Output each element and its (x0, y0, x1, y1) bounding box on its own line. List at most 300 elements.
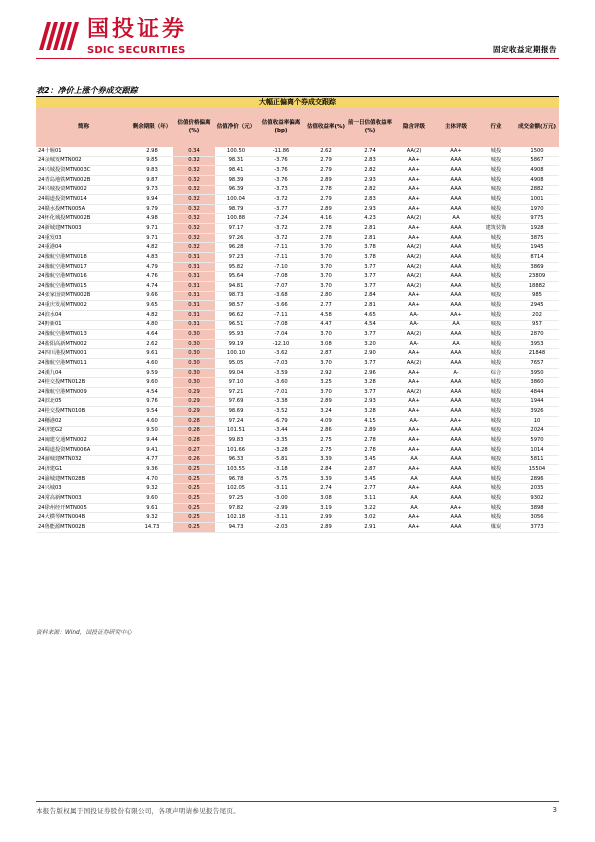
table-cell: 96.33 (215, 455, 257, 465)
table-cell: 煤炭 (477, 522, 515, 532)
table-row (36, 204, 559, 214)
table-cell: AAA (435, 397, 477, 407)
table-cell: AA(2) (393, 262, 435, 272)
table-cell: 3.39 (305, 455, 347, 465)
table-row (36, 397, 559, 407)
table-cell: 4.79 (131, 262, 173, 272)
table-cell: AA (393, 455, 435, 465)
table-cell: 3.45 (347, 455, 393, 465)
table-cell: 2.89 (347, 426, 393, 436)
table-cell: 3.70 (305, 359, 347, 369)
table-cell: 城投 (477, 407, 515, 417)
brand-logo (37, 14, 207, 58)
table-cell: 98.69 (215, 407, 257, 417)
table-cell: AAA (435, 407, 477, 417)
table-cell: -7.10 (257, 262, 305, 272)
table-cell: 2.62 (305, 147, 347, 156)
table-cell: AAA (435, 445, 477, 455)
table-cell: 9.85 (131, 156, 173, 166)
table-cell: 0.30 (173, 359, 215, 369)
table-row (36, 224, 559, 234)
table-row (36, 522, 559, 532)
table-cell: 9.66 (131, 291, 173, 301)
table-cell: 城投 (477, 185, 515, 195)
table-row (36, 474, 559, 484)
table-cell: -6.79 (257, 416, 305, 426)
table-cell: -3.60 (257, 378, 305, 388)
table-cell: 3056 (515, 513, 559, 523)
table-cell: -2.03 (257, 522, 305, 532)
table-cell: 2.91 (347, 522, 393, 532)
table-cell: 96.51 (215, 320, 257, 330)
table-row (36, 494, 559, 504)
table-cell: AAA (435, 349, 477, 359)
table-cell: 0.31 (173, 320, 215, 330)
table-cell: 1500 (515, 147, 559, 156)
table-row (36, 349, 559, 359)
table-cell: -3.77 (257, 204, 305, 214)
table-row (36, 301, 559, 311)
table-cell: 96.39 (215, 185, 257, 195)
bond-name-cell: 24重港04 (36, 243, 131, 253)
table-cell: 3875 (515, 233, 559, 243)
table-cell: 9.32 (131, 513, 173, 523)
table-cell: 3.19 (305, 503, 347, 513)
table-cell: -7.11 (257, 243, 305, 253)
bond-name-cell: 24豫航空港MTN009 (36, 388, 131, 398)
table-cell: 4.64 (131, 330, 173, 340)
table-row (36, 281, 559, 291)
table-cell: 0.31 (173, 253, 215, 263)
column-header: 估值收益率(%) (305, 107, 347, 147)
table-cell: 2.78 (305, 233, 347, 243)
table-cell: 0.32 (173, 214, 215, 224)
table-cell: AAA (435, 465, 477, 475)
table-cell: 15504 (515, 465, 559, 475)
table-cell: 4.47 (305, 320, 347, 330)
bond-name-cell: 24漢九04 (36, 368, 131, 378)
table-header-row (36, 107, 559, 147)
table-cell: 97.24 (215, 416, 257, 426)
table-cell: 0.32 (173, 233, 215, 243)
table-cell: 0.30 (173, 378, 215, 388)
bond-name-cell: 24兴城03 (36, 484, 131, 494)
table-cell: 103.55 (215, 465, 257, 475)
table-cell: 3.77 (347, 262, 393, 272)
table-cell: AA(2) (393, 147, 435, 156)
source-note: 资料来源：Wind，国投证券研究中心 (36, 630, 132, 636)
table-cell: AA+ (435, 310, 477, 320)
table-row (36, 455, 559, 465)
table-cell: 3.77 (347, 359, 393, 369)
table-cell: -7.03 (257, 359, 305, 369)
bond-name-cell: 24徐州经开MTN005 (36, 503, 131, 513)
table-cell: 2.93 (347, 175, 393, 185)
table-cell: 4.58 (305, 310, 347, 320)
table-cell: AA+ (435, 147, 477, 156)
footer-disclaimer: 本报告版权属于国投证券股份有限公司，各项声明请参见报告尾页。 (36, 807, 240, 815)
table-cell: 4.82 (131, 310, 173, 320)
table-cell: 98.31 (215, 156, 257, 166)
table-cell: 2.92 (305, 368, 347, 378)
table-cell: 9.94 (131, 195, 173, 205)
table-cell: 0.25 (173, 465, 215, 475)
table-cell: 2035 (515, 484, 559, 494)
table-row (36, 272, 559, 282)
table-cell: -3.38 (257, 397, 305, 407)
table-row (36, 407, 559, 417)
table-row (36, 291, 559, 301)
table-cell: 城投 (477, 436, 515, 446)
table-cell: 2.78 (347, 436, 393, 446)
table-cell: 3953 (515, 339, 559, 349)
table-cell: 城投 (477, 359, 515, 369)
table-cell: 1928 (515, 224, 559, 234)
table-row (36, 368, 559, 378)
table-cell: AAA (435, 455, 477, 465)
bond-name-cell: 24济建G2 (36, 426, 131, 436)
table-cell: 10 (515, 416, 559, 426)
table-cell: AA(2) (393, 214, 435, 224)
table-cell: 202 (515, 310, 559, 320)
table-row (36, 166, 559, 176)
table-cell: AAA (435, 522, 477, 532)
bond-name-cell: 24济建G1 (36, 465, 131, 475)
table-body (36, 147, 559, 532)
table-cell: 4908 (515, 166, 559, 176)
table-cell: 99.19 (215, 339, 257, 349)
table-cell: 99.83 (215, 436, 257, 446)
table-row (36, 513, 559, 523)
bond-name-cell: 24青岛地铁MTN002B (36, 175, 131, 185)
table-cell: AA- (393, 320, 435, 330)
table-cell: 城投 (477, 513, 515, 523)
table-banner: 大幅正偏离个券成交跟踪 (36, 97, 559, 107)
table-cell: 3773 (515, 522, 559, 532)
brand-name-cn: 国投证券 (87, 17, 188, 42)
table-cell: 0.26 (173, 455, 215, 465)
table-row (36, 388, 559, 398)
table-cell: 2.82 (347, 166, 393, 176)
table-cell: 0.30 (173, 330, 215, 340)
table-cell: -3.72 (257, 233, 305, 243)
table-cell: 综合 (477, 368, 515, 378)
table-cell: 0.32 (173, 224, 215, 234)
table-row (36, 330, 559, 340)
table-cell: 城投 (477, 494, 515, 504)
table-cell: 9.36 (131, 465, 173, 475)
table-cell: 9.65 (131, 301, 173, 311)
table-cell: 2.99 (305, 513, 347, 523)
table-row (36, 503, 559, 513)
table-cell: AA+ (393, 484, 435, 494)
table-row (36, 426, 559, 436)
table-cell: 3.08 (305, 494, 347, 504)
table-cell: 99.04 (215, 368, 257, 378)
table-cell: 2.98 (131, 147, 173, 156)
bond-name-cell: 24兴城投资MTN002 (36, 185, 131, 195)
table-cell: AAA (435, 281, 477, 291)
table-cell: 3.28 (347, 407, 393, 417)
table-row (36, 339, 559, 349)
table-cell: 城投 (477, 233, 515, 243)
table-cell: 1945 (515, 243, 559, 253)
table-cell: 城投 (477, 426, 515, 436)
table-cell: AA+ (393, 522, 435, 532)
table-cell: AAA (435, 436, 477, 446)
table-cell: 9.87 (131, 175, 173, 185)
table-cell: 9.32 (131, 484, 173, 494)
table-cell: AA+ (393, 407, 435, 417)
bond-name-cell: 24十堰01 (36, 147, 131, 156)
table-cell: AA- (393, 339, 435, 349)
table-cell: -3.68 (257, 291, 305, 301)
table-cell: 2.80 (305, 291, 347, 301)
table-cell: -7.08 (257, 272, 305, 282)
table-cell: 97.69 (215, 397, 257, 407)
table-cell: 0.31 (173, 272, 215, 282)
table-row (36, 416, 559, 426)
table-cell: AA (435, 214, 477, 224)
table-cell: 4.74 (131, 281, 173, 291)
table-cell: -3.72 (257, 195, 305, 205)
table-cell: 3.45 (347, 474, 393, 484)
table-title: 表2：净价上涨个券成交跟踪 (36, 86, 138, 95)
table-cell: -7.07 (257, 281, 305, 291)
table-cell: AAA (435, 272, 477, 282)
bond-name-cell: 24豫航空港MTN018 (36, 253, 131, 263)
table-cell: -3.00 (257, 494, 305, 504)
table-cell: 0.32 (173, 243, 215, 253)
table-cell: 9302 (515, 494, 559, 504)
table-cell: 0.28 (173, 416, 215, 426)
table-cell: 城投 (477, 166, 515, 176)
table-cell: 2.89 (305, 204, 347, 214)
table-cell: 985 (515, 291, 559, 301)
bond-name-cell: 24余城发MTN002 (36, 156, 131, 166)
table-cell: -3.76 (257, 166, 305, 176)
table-cell: AA(2) (393, 243, 435, 253)
table-cell: AAA (435, 474, 477, 484)
table-cell: 城投 (477, 281, 515, 291)
table-cell: 城投 (477, 214, 515, 224)
table-cell: 0.29 (173, 397, 215, 407)
table-cell: 96.28 (215, 243, 257, 253)
table-cell: 城投 (477, 445, 515, 455)
table-cell: AAA (435, 204, 477, 214)
bond-name-cell: 24滨水04 (36, 310, 131, 320)
table-cell: 9.60 (131, 378, 173, 388)
table-cell: 0.30 (173, 339, 215, 349)
table-cell: 0.32 (173, 175, 215, 185)
table-cell: -11.86 (257, 147, 305, 156)
table-cell: -3.44 (257, 426, 305, 436)
table-cell: 3.24 (305, 407, 347, 417)
table-row (36, 320, 559, 330)
table-cell: 城投 (477, 156, 515, 166)
table-cell: 3.70 (305, 330, 347, 340)
table-cell: 0.30 (173, 349, 215, 359)
table-cell: 2.81 (347, 224, 393, 234)
table-cell: 97.17 (215, 224, 257, 234)
table-row (36, 310, 559, 320)
table-cell: AA+ (435, 416, 477, 426)
table-cell: 2.74 (347, 147, 393, 156)
table-cell: 2.77 (347, 484, 393, 494)
table-cell: 2.74 (305, 484, 347, 494)
table-cell: 3.70 (305, 388, 347, 398)
table-cell: 0.25 (173, 513, 215, 523)
table-cell: 城投 (477, 175, 515, 185)
table-cell: AA+ (393, 291, 435, 301)
table-cell: AAA (435, 233, 477, 243)
table-cell: 3.77 (347, 281, 393, 291)
table-cell: 0.31 (173, 291, 215, 301)
table-cell: 2.87 (347, 465, 393, 475)
table-cell: 94.73 (215, 522, 257, 532)
bond-name-cell: 24豫航空港MTN016 (36, 272, 131, 282)
table-cell: AAA (435, 166, 477, 176)
table-cell: AA+ (393, 378, 435, 388)
table-cell: 3.70 (305, 262, 347, 272)
table-cell: 城投 (477, 147, 515, 156)
column-header: 估值收益率偏离(bp) (257, 107, 305, 147)
bond-name-cell: 24重庆发展MTN002 (36, 301, 131, 311)
table-cell: AAA (435, 224, 477, 234)
table-cell: AAA (435, 301, 477, 311)
table-cell: AAA (435, 243, 477, 253)
bond-name-cell: 24桂交投MTN012B (36, 378, 131, 388)
table-cell: 4.15 (347, 416, 393, 426)
table-cell: 9775 (515, 214, 559, 224)
table-cell: AA(2) (393, 388, 435, 398)
header-divider (36, 58, 559, 59)
table-cell: AA+ (393, 166, 435, 176)
table-cell: 9.71 (131, 233, 173, 243)
table-cell: 2.83 (347, 195, 393, 205)
table-cell: 2896 (515, 474, 559, 484)
table-cell: -3.11 (257, 484, 305, 494)
table-cell: 3.77 (347, 388, 393, 398)
table-cell: 95.64 (215, 272, 257, 282)
report-type-label: 固定收益定期报告 (493, 45, 557, 54)
bond-name-cell: 24豫航空港MTN011 (36, 359, 131, 369)
table-cell: 城投 (477, 310, 515, 320)
table-cell: -3.76 (257, 156, 305, 166)
column-header: 行业 (477, 107, 515, 147)
table-cell: 101.66 (215, 445, 257, 455)
table-cell: 城投 (477, 397, 515, 407)
table-cell: 城投 (477, 253, 515, 263)
table-cell: 3.28 (347, 378, 393, 388)
table-cell: 城投 (477, 484, 515, 494)
table-cell: -3.76 (257, 175, 305, 185)
table-cell: AA+ (393, 224, 435, 234)
table-cell: 9.54 (131, 407, 173, 417)
table-cell: 2024 (515, 426, 559, 436)
table-cell: -3.11 (257, 513, 305, 523)
table-cell: 3.77 (347, 330, 393, 340)
table-cell: 102.18 (215, 513, 257, 523)
table-cell: 城投 (477, 416, 515, 426)
table-cell: AA+ (393, 195, 435, 205)
table-cell: 3.77 (347, 272, 393, 282)
table-cell: AA+ (393, 445, 435, 455)
table-cell: 2.86 (305, 426, 347, 436)
table-cell: 城投 (477, 455, 515, 465)
table-cell: 4.70 (131, 474, 173, 484)
table-cell: AA(2) (393, 359, 435, 369)
table-cell: 城投 (477, 388, 515, 398)
table-cell: 2.83 (347, 156, 393, 166)
table-cell: 3.70 (305, 281, 347, 291)
table-cell: -3.35 (257, 436, 305, 446)
table-cell: 3950 (515, 368, 559, 378)
table-cell: AA(2) (393, 330, 435, 340)
table-cell: 建筑装饰 (477, 224, 515, 234)
table-cell: 97.21 (215, 388, 257, 398)
table-cell: AA+ (393, 397, 435, 407)
table-cell: AAA (435, 388, 477, 398)
table-cell: -3.59 (257, 368, 305, 378)
table-cell: AAA (435, 378, 477, 388)
bond-name-cell: 24闽建交通MTN002 (36, 436, 131, 446)
bond-name-cell: 24蜀道投资MTN006A (36, 445, 131, 455)
brand-name-en: SDIC SECURITIES (87, 45, 186, 56)
table-cell: 城投 (477, 262, 515, 272)
table-cell: 3.39 (305, 474, 347, 484)
table-cell: 100.10 (215, 349, 257, 359)
sdic-logo-icon (37, 16, 81, 56)
table-cell: 9.79 (131, 204, 173, 214)
table-cell: 97.82 (215, 503, 257, 513)
table-cell: 3926 (515, 407, 559, 417)
table-cell: 0.31 (173, 281, 215, 291)
table-cell: 3.70 (305, 243, 347, 253)
bond-name-cell: 24豫航空港MTN013 (36, 330, 131, 340)
column-header: 剩余期限（年） (131, 107, 173, 147)
table-cell: 2.96 (347, 368, 393, 378)
table-cell: 0.31 (173, 310, 215, 320)
table-cell: 4844 (515, 388, 559, 398)
bond-name-cell: 24大横琴MTN004B (36, 513, 131, 523)
table-cell: -2.99 (257, 503, 305, 513)
table-cell: AAA (435, 484, 477, 494)
table-cell: 95.82 (215, 262, 257, 272)
table-cell: 96.62 (215, 310, 257, 320)
table-cell: AAA (435, 494, 477, 504)
table-cell: -3.62 (257, 349, 305, 359)
bond-trade-table (36, 97, 559, 533)
table-cell: 957 (515, 320, 559, 330)
column-header: 主体评级 (435, 107, 477, 147)
table-cell: AA(2) (393, 272, 435, 282)
table-cell: AA (435, 339, 477, 349)
table-cell: 城投 (477, 503, 515, 513)
table-cell: AA+ (393, 426, 435, 436)
table-cell: AA(2) (393, 281, 435, 291)
table-cell: AA+ (393, 175, 435, 185)
table-cell: 3.70 (305, 253, 347, 263)
table-cell: 98.73 (215, 291, 257, 301)
table-cell: AA (393, 503, 435, 513)
table-cell: 城投 (477, 339, 515, 349)
bond-name-cell: 24赣水投MTN005A (36, 204, 131, 214)
table-cell: 2.79 (305, 166, 347, 176)
bond-name-cell: 24鲁能源MTN002B (36, 522, 131, 532)
table-cell: 4.23 (347, 214, 393, 224)
table-cell: 0.25 (173, 484, 215, 494)
